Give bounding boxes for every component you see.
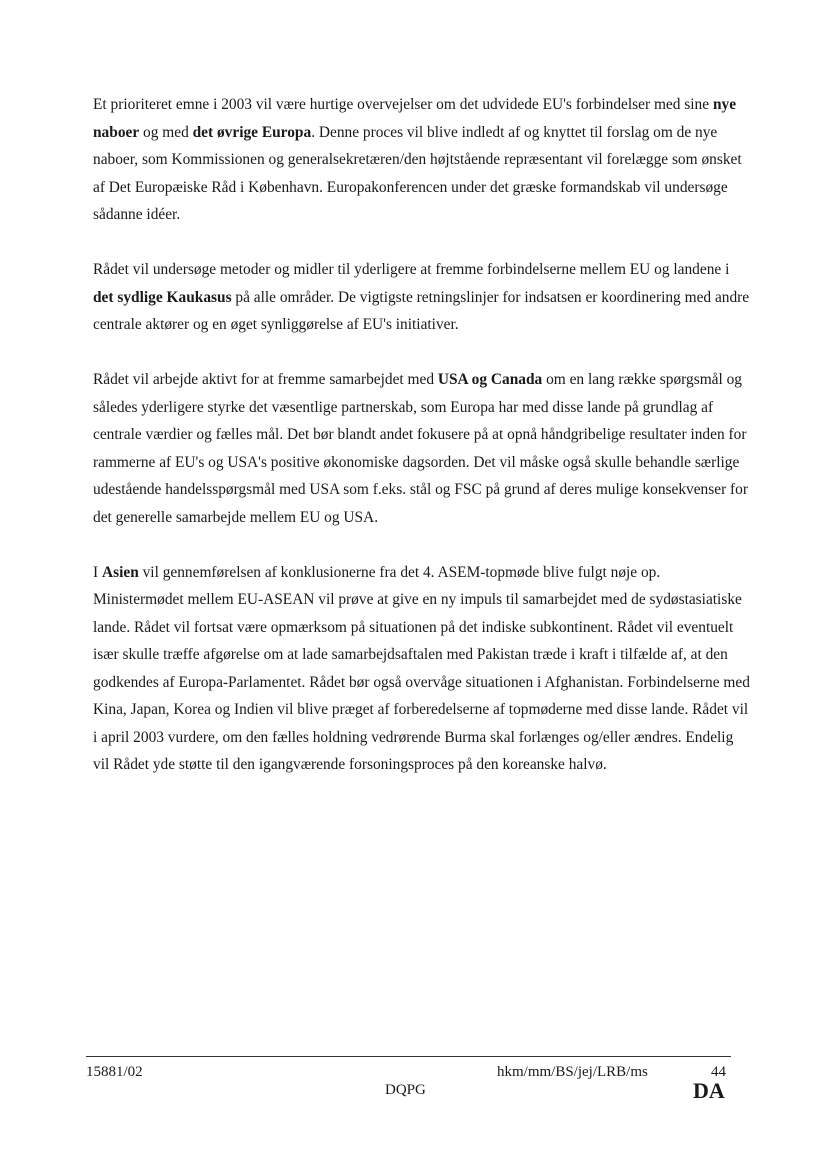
paragraph-text: Rådet vil arbejde aktivt for at fremme samarbejdet med — [93, 371, 438, 388]
paragraph-text: om en lang række spørgsmål og således yderligere styrke det væsentlige partnerskab, som Europa har med disse lande på grundlag af centrale værdier og fælles mål. Det bør blandt andet fokusere på at opnå håndgribelige resultater inden for rammerne af EU's og USA's positive økonomiske dagsorden. Det vil måske også skulle behandle særlige udestående handelsspørgsmål med USA som f.eks. stål og FSC på grund af deres mulige konsekvenser for det generelle samarbejde mellem EU og USA. — [93, 371, 748, 526]
footer-divider — [86, 1056, 731, 1057]
emphasized-term: det sydlige Kaukasus — [93, 288, 232, 306]
document-reference: 15881/02 — [86, 1064, 143, 1080]
emphasized-term: nye naboer — [93, 96, 737, 141]
emphasized-term: Asien — [101, 563, 139, 581]
paragraph-text: vil gennemførelsen af konklusionerne fra det 4. ASEM-topmøde blive fulgt nøje op. Ministermødet mellem EU-ASEAN vil prøve at give en ny impuls til samarbejdet med de sydøstasiatiske lande. Rådet vil fortsat være opmærksom på situationen på det indiske subkontinent. Rådet vil eventuelt især skulle træffe afgørelse om at lade samarbejdsaftalen med Pakistan træde i kraft i tilfælde af, at den godkendes af Europa-Parlamentet. Rådet bør også overvåge situationen i Afghanistan. Forbindelserne med Kina, Japan, Korea og Indien vil blive præget af forberedelserne af topmøderne med disse lande. Rådet vil i april 2003 vurdere, om den fælles holdning vedrørende Burma skal forlænges og/eller ændres. Endelig vil Rådet yde støtte til den igangværende forsoningsproces på den koreanske halvø. — [93, 563, 750, 773]
language-code: DA — [693, 1078, 725, 1103]
paragraph-text: . Denne proces vil blive indledt af og knyttet til forslag om de nye naboer, som Kommissionen og generalsekretæren/den højtstående repræsentant vil forelægge som ønsket af Det Europæiske Råd i København. Europakonferencen under det græske formandskab vil undersøge sådanne idéer. — [93, 123, 742, 223]
paragraph-text: Rådet vil undersøge metoder og midler til yderligere at fremme forbindelserne mellem EU og landene i — [93, 261, 730, 278]
paragraph-south-caucasus — [93, 256, 753, 339]
paragraph-text: I — [93, 563, 102, 581]
directorate-code: DQPG — [385, 1082, 426, 1098]
paragraph-usa-canada — [93, 366, 753, 531]
emphasized-term: det øvrige Europa — [192, 123, 312, 141]
author-initials: hkm/mm/BS/jej/LRB/ms — [497, 1064, 648, 1080]
paragraph-asia — [93, 559, 753, 779]
emphasized-term: USA og Canada — [437, 371, 543, 388]
paragraph-new-neighbours — [93, 91, 753, 229]
paragraph-text: Et prioriteret emne i 2003 vil være hurtige overvejelser om det udvidede EU's forbindelser med sine — [93, 96, 713, 113]
page-number: 44 — [711, 1064, 726, 1080]
paragraph-text: på alle områder. De vigtigste retningslinjer for indsatsen er koordinering med andre centrale aktører og en øget synliggørelse af EU's initiativer. — [93, 288, 750, 333]
document-body — [93, 91, 753, 806]
paragraph-text: og med — [139, 123, 193, 141]
